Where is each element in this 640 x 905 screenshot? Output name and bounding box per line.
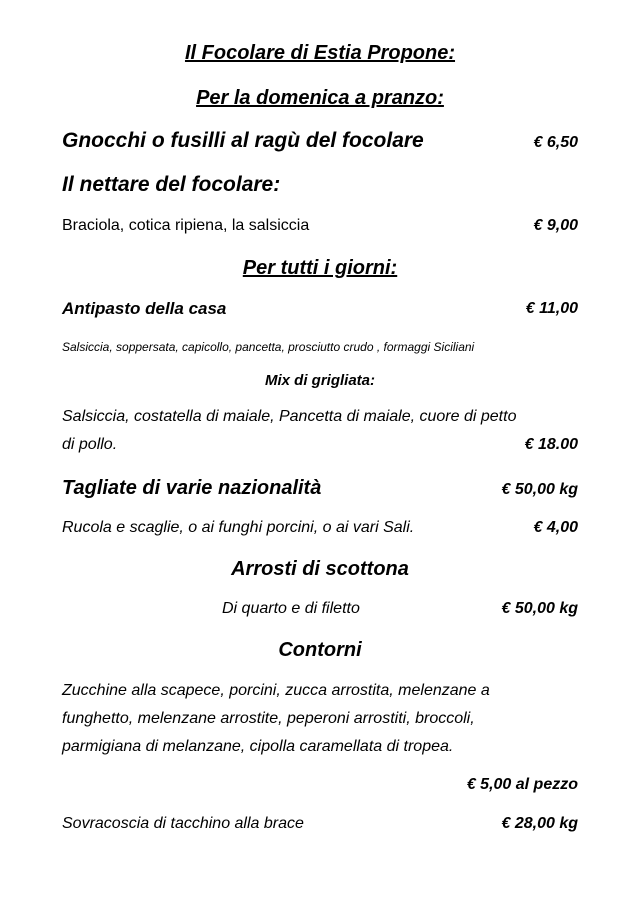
antipasto-price: € 11,00 [525, 300, 578, 317]
grigliata-line2: di pollo. [62, 436, 118, 453]
grigliata-title: Mix di grigliata: [264, 372, 375, 389]
tagliate-extras-price: € 4,00 [533, 519, 578, 536]
nettare-price: € 9,00 [533, 217, 578, 234]
contorni-line2: funghetto, melenzane arrostite, peperoni arrostiti, broccoli, [62, 710, 475, 727]
menu-title: Il Focolare di Estia Propone: [184, 42, 456, 64]
arrosti-title: Arrosti di scottona [231, 558, 409, 580]
antipasto-desc: Salsiccia, soppersata, capicollo, pancetta, prosciutto crudo , formaggi Siciliani [62, 340, 475, 354]
tagliate-name: Tagliate di varie nazionalità [62, 477, 322, 499]
contorni-line3: parmigiana di melanzane, cipolla caramellata di tropea. [62, 738, 454, 755]
arrosti-desc: Di quarto e di filetto [222, 600, 360, 617]
tagliate-extras: Rucola e scaglie, o ai funghi porcini, o ai vari Sali. [62, 519, 415, 536]
everyday-heading: Per tutti i giorni: [242, 257, 398, 279]
gnocchi-price: € 6,50 [533, 134, 578, 151]
tacchino-name: Sovracoscia di tacchino alla brace [62, 815, 304, 832]
nettare-title: Il nettare del focolare: [62, 173, 281, 196]
tacchino-price: € 28,00 kg [501, 815, 578, 832]
grigliata-line1: Salsiccia, costatella di maiale, Pancetta di maiale, cuore di petto [62, 408, 517, 425]
arrosti-price: € 50,00 kg [501, 600, 578, 617]
gnocchi-name: Gnocchi o fusilli al ragù del focolare [62, 129, 424, 152]
contorni-line1: Zucchine alla scapece, porcini, zucca arrostita, melenzane a [62, 682, 490, 699]
antipasto-name: Antipasto della casa [62, 299, 227, 318]
contorni-price: € 5,00 al pezzo [466, 776, 578, 793]
contorni-title: Contorni [278, 639, 362, 661]
tagliate-price: € 50,00 kg [501, 481, 578, 498]
sunday-heading: Per la domenica a pranzo: [196, 87, 444, 109]
grigliata-price: € 18.00 [524, 436, 578, 453]
nettare-desc: Braciola, cotica ripiena, la salsiccia [62, 217, 310, 234]
